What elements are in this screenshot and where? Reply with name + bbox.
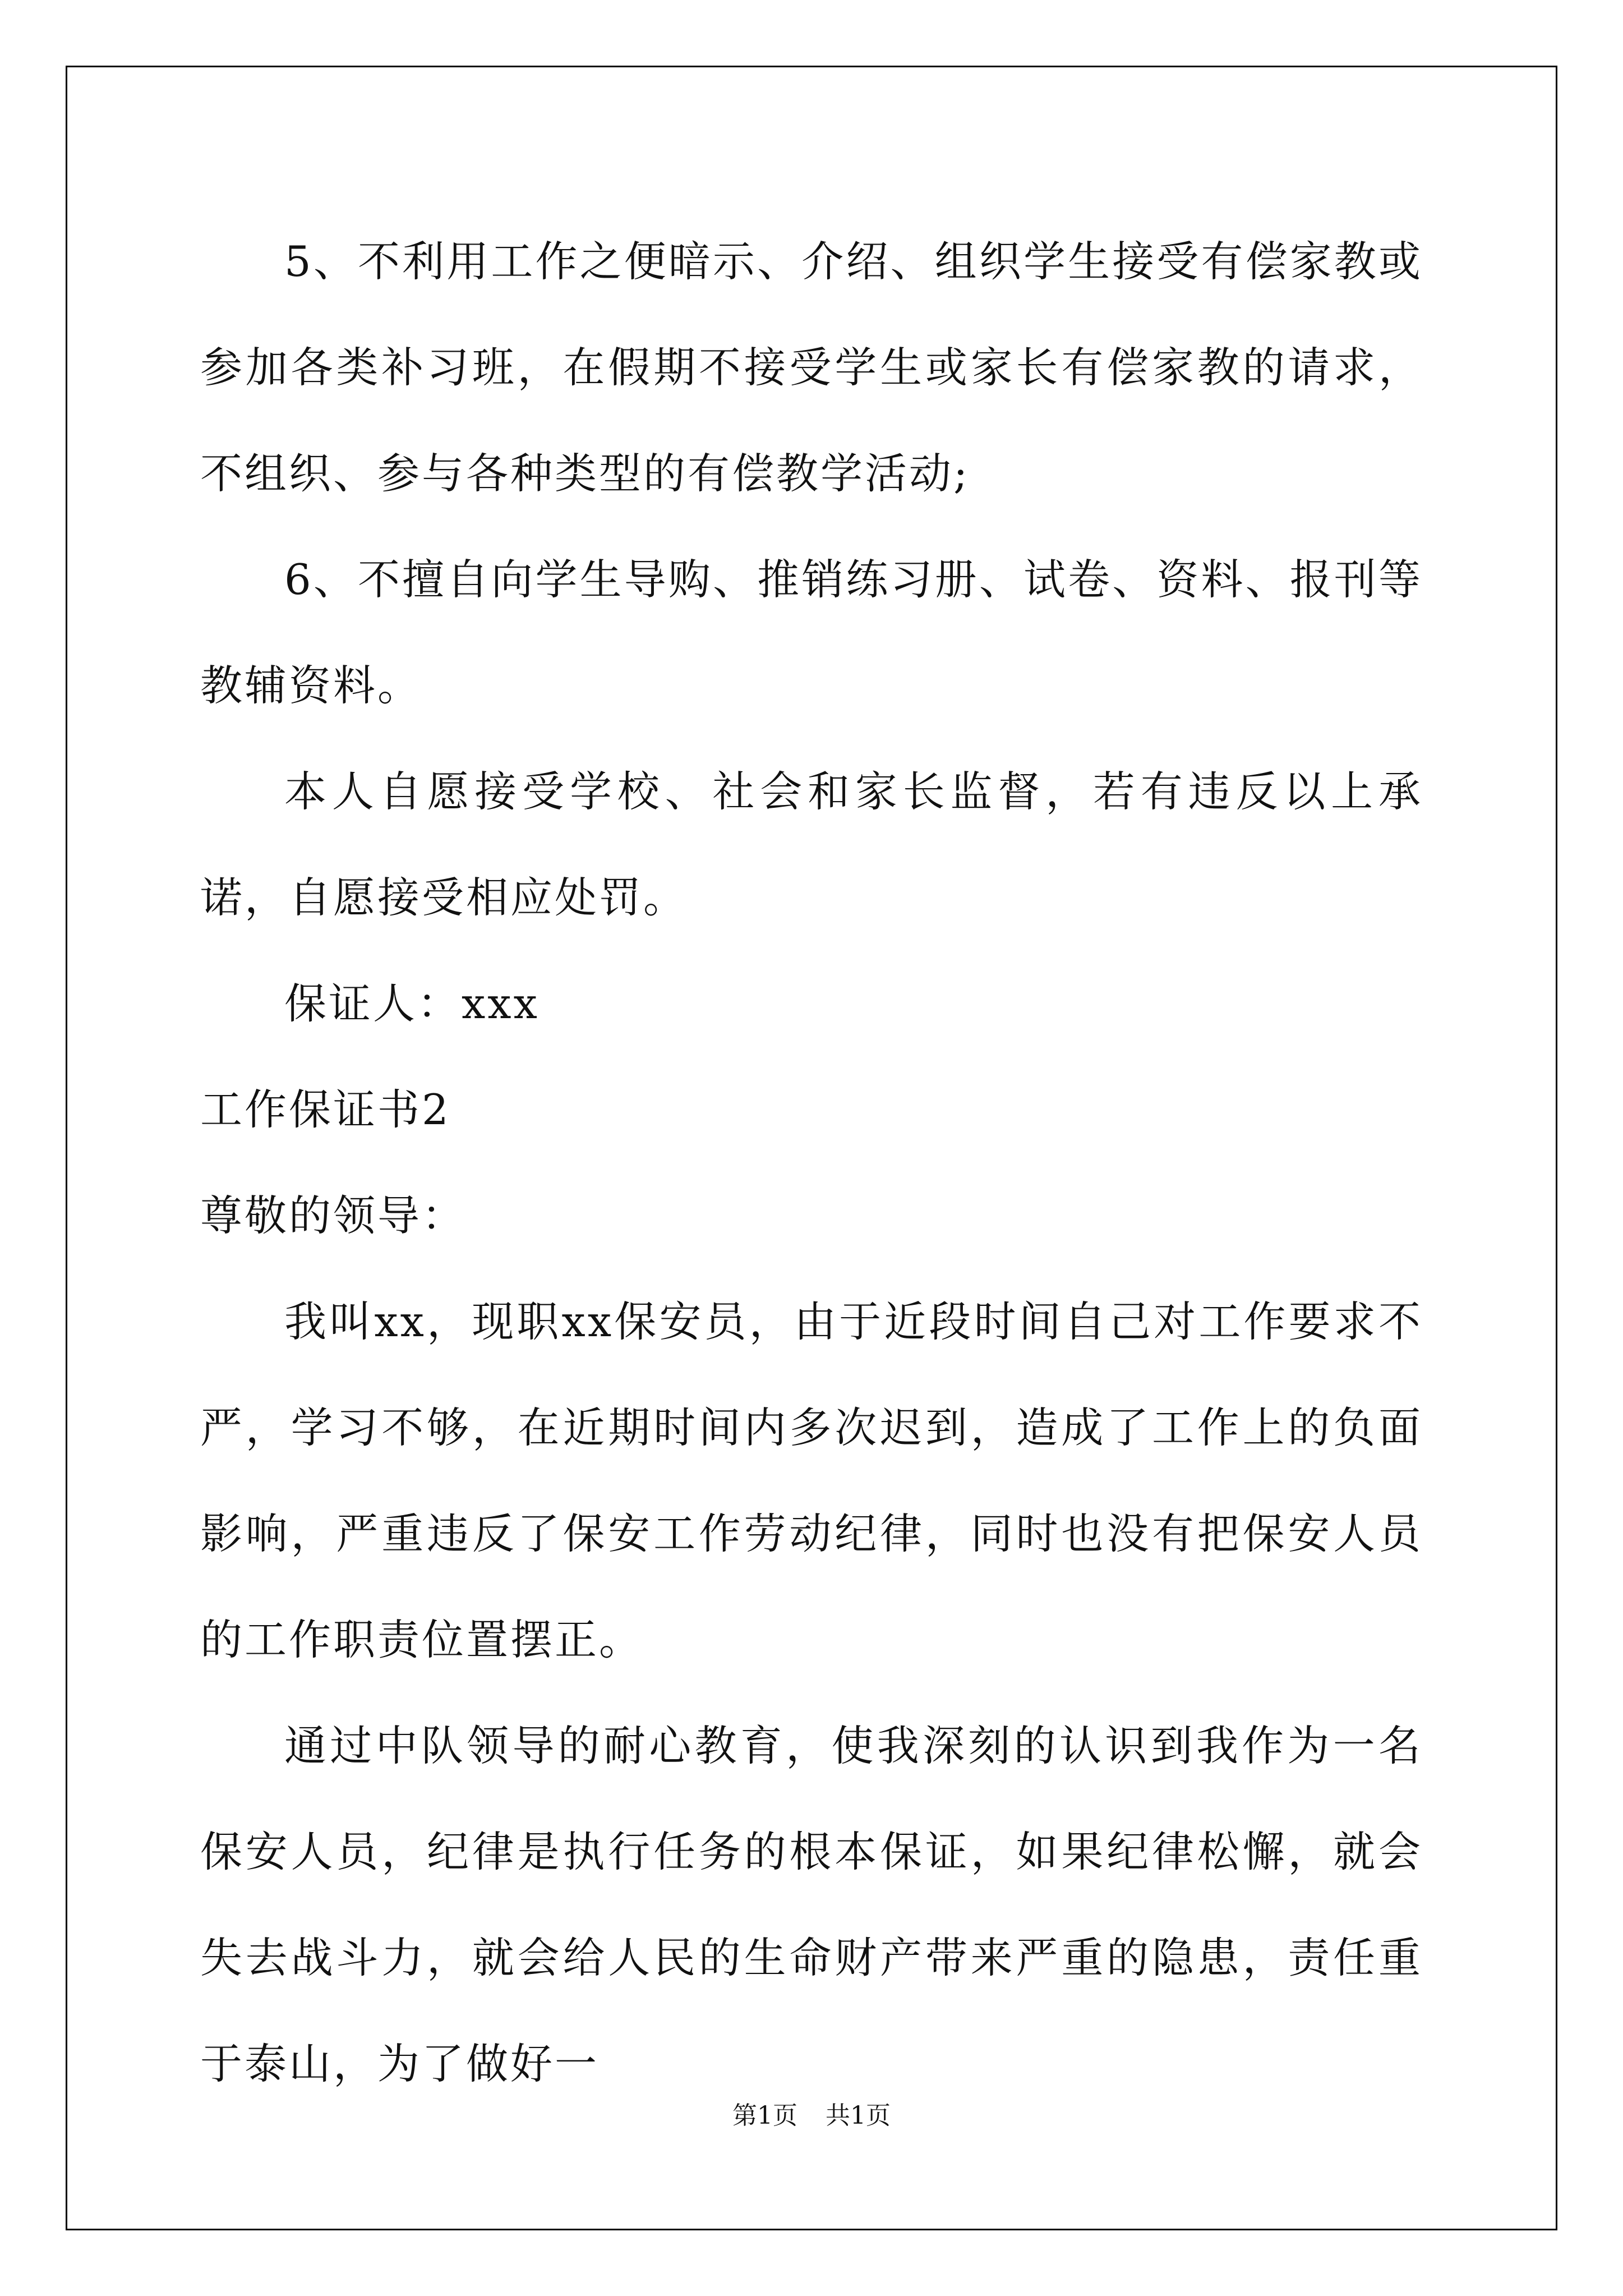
document-body [200, 209, 1423, 2117]
page-total: 共1页 [826, 2101, 891, 2130]
paragraph-reflection: 通过中队领导的耐心教育，使我深刻的认识到我作为一名保安人员，纪律是执行任务的根本保证，如果纪律松懈，就会失去战斗力，就会给人民的生命财产带来严重的隐患，责任重于泰山，为了做好一 [200, 1721, 1423, 2088]
page-footer [0, 2095, 1623, 2131]
page-number: 第1页 [732, 2101, 797, 2130]
salutation: 尊敬的领导： [200, 1191, 467, 1240]
paragraph-item-5: 5、不利用工作之便暗示、介绍、组织学生接受有偿家教或参加各类补习班，在假期不接受学生或家长有偿家教的请求，不组织、参与各种类型的有偿教学活动; [200, 237, 1423, 498]
section-title: 工作保证书2 [200, 1085, 451, 1134]
guarantor-line: 保证人：xxx [284, 979, 540, 1028]
paragraph-item-6: 6、不擅自向学生导购、推销练习册、试卷、资料、报刊等教辅资料。 [200, 555, 1423, 710]
paragraph-intro: 我叫xx，现职xx保安员，由于近段时间自己对工作要求不严，学习不够，在近期时间内多次迟到，造成了工作上的负面影响，严重违反了保安工作劳动纪律，同时也没有把保安人员的工作职责位置摆正。 [200, 1297, 1423, 1664]
paragraph-commitment: 本人自愿接受学校、社会和家长监督，若有违反以上承诺，自愿接受相应处罚。 [200, 767, 1423, 922]
